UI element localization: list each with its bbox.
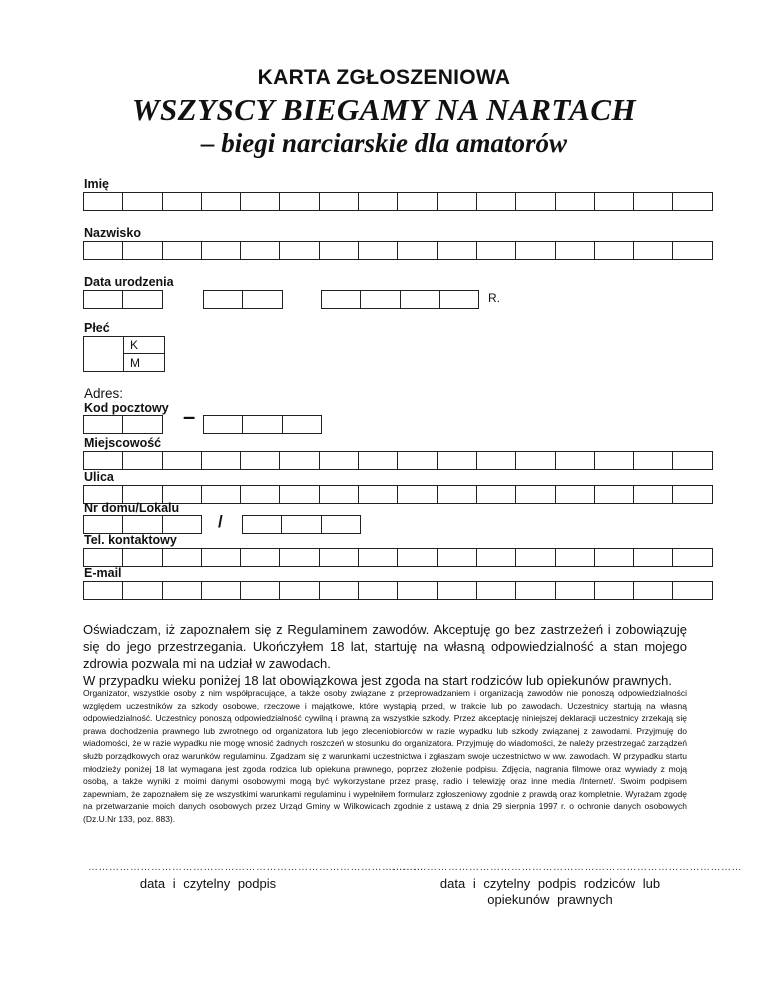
char-box[interactable] bbox=[358, 451, 398, 470]
char-box[interactable] bbox=[672, 485, 712, 504]
char-box[interactable] bbox=[83, 290, 123, 309]
char-box[interactable] bbox=[242, 290, 282, 309]
char-box[interactable] bbox=[672, 241, 712, 260]
label-data-urodzenia: Data urodzenia bbox=[84, 275, 174, 289]
char-box[interactable] bbox=[279, 241, 319, 260]
char-box[interactable] bbox=[240, 485, 280, 504]
char-box[interactable] bbox=[83, 548, 123, 567]
char-box[interactable] bbox=[83, 581, 123, 600]
label-plec: Płeć bbox=[84, 321, 110, 335]
char-box[interactable] bbox=[240, 451, 280, 470]
char-box[interactable] bbox=[358, 485, 398, 504]
char-box[interactable] bbox=[240, 241, 280, 260]
terms-text: Organizator, wszystkie osoby z nim współpracujące, a także osoby związane z przeprowadzaniem i organizacją zawodów nie ponoszą odpowiedzialności względem uczestników za szkody osobowe, rzeczowe i majątkowe, które wystąpią przed, w trakcie lub po zawodach. Uczestnicy startują na własną odpowiedzialność. Uczestnicy ponoszą odpowiedzialność cywilną i prawną za wszystkie szkody. Przez akceptację niniejszej deklaracji uczestnicy zrzekają się prawa dochodzenia prawnego lub zwrotnego od organizatora lub jego zleceniobiorców w razie wypadku lub szkody związanej z zawodami. Przyjmuję do wiadomości, że w razie wypadku nie mogę wnosić żadnych roszczeń w stosunku do organizatora. Przyjmuję do wiadomości, że należy przestrzegać zarządzeń służb porządkowych oraz warunków regulaminu. Zgadzam się z warunkami uczestnictwa i zgłaszam swoje uczestnictwo w ww. zawodach. W przypadku startu młodzieży poniżej 18 lat wymagana jest zgoda rodzica lub opiekuna prawnego, poprzez złożenie podpisu. Zdjęcia, nagrania filmowe oraz wywiady z moją osobą, a także wyniki z moimi danymi osobowymi mogą być wykorzystane przez prasę, radio i telewizję oraz inne media /Internet/. Swoim podpisem zapewniam, że zapoznałem się ze wszystkimi warunkami regulaminu i wypełniłem formularz zgłoszeniowy zgodnie z prawdą oraz kompletnie. Wyrażam zgodę na przetwarzanie moich danych osobowych przez Urząd Gminy w Wilkowicach zgodnie z ustawą z dnia 29 sierpnia 1997 r. o ochronie danych osobowych (Dz.U.Nr 133, poz. 883). bbox=[83, 688, 687, 824]
char-box[interactable] bbox=[594, 192, 634, 211]
char-box[interactable] bbox=[397, 192, 437, 211]
char-box[interactable] bbox=[439, 290, 479, 309]
declaration bbox=[83, 621, 687, 689]
char-box[interactable] bbox=[122, 290, 162, 309]
label-ulica: Ulica bbox=[84, 470, 114, 484]
char-box[interactable] bbox=[279, 548, 319, 567]
char-box[interactable] bbox=[83, 241, 123, 260]
char-box[interactable] bbox=[594, 485, 634, 504]
char-box[interactable] bbox=[633, 192, 673, 211]
char-box[interactable] bbox=[122, 415, 162, 434]
char-box[interactable] bbox=[358, 241, 398, 260]
char-box[interactable] bbox=[240, 581, 280, 600]
char-box[interactable] bbox=[515, 581, 555, 600]
char-box[interactable] bbox=[633, 241, 673, 260]
char-box[interactable] bbox=[594, 241, 634, 260]
label-imie: Imię bbox=[84, 177, 110, 191]
label-nr-domu: Nr domu/Lokalu bbox=[84, 501, 180, 515]
char-box[interactable] bbox=[515, 451, 555, 470]
birth-year-boxes[interactable] bbox=[321, 290, 479, 309]
label-kod-pocztowy: Kod pocztowy bbox=[84, 401, 169, 415]
signature-line-left[interactable]: …………………………………………………………………………………… bbox=[88, 862, 424, 873]
char-box[interactable] bbox=[633, 581, 673, 600]
char-box[interactable] bbox=[240, 548, 280, 567]
char-box[interactable] bbox=[515, 192, 555, 211]
nazwisko-boxes[interactable] bbox=[83, 241, 713, 260]
apartment-number-boxes[interactable] bbox=[242, 515, 361, 534]
sex-m-label: M bbox=[130, 356, 140, 370]
char-box[interactable] bbox=[358, 548, 398, 567]
house-number-boxes[interactable] bbox=[83, 515, 202, 534]
char-box[interactable] bbox=[555, 548, 595, 567]
char-box[interactable] bbox=[358, 192, 398, 211]
char-box[interactable] bbox=[201, 451, 241, 470]
char-box[interactable] bbox=[201, 485, 241, 504]
char-box[interactable] bbox=[279, 192, 319, 211]
form-heading: KARTA ZGŁOSZENIOWA bbox=[257, 66, 511, 89]
char-box[interactable] bbox=[122, 451, 162, 470]
char-box[interactable] bbox=[400, 290, 440, 309]
char-box[interactable] bbox=[437, 241, 477, 260]
char-box[interactable] bbox=[279, 451, 319, 470]
char-box[interactable] bbox=[279, 581, 319, 600]
char-box[interactable] bbox=[555, 192, 595, 211]
char-box[interactable] bbox=[319, 581, 359, 600]
char-box[interactable] bbox=[83, 515, 123, 534]
char-box[interactable] bbox=[162, 451, 202, 470]
char-box[interactable] bbox=[162, 192, 202, 211]
char-box[interactable] bbox=[476, 548, 516, 567]
char-box[interactable] bbox=[242, 515, 282, 534]
house-slash: / bbox=[218, 512, 223, 531]
char-box[interactable] bbox=[360, 290, 400, 309]
char-box[interactable] bbox=[476, 241, 516, 260]
char-box[interactable] bbox=[672, 451, 712, 470]
char-box[interactable] bbox=[594, 451, 634, 470]
sex-checkbox-area[interactable] bbox=[83, 336, 124, 372]
char-box[interactable] bbox=[437, 192, 477, 211]
label-adres: Adres: bbox=[84, 386, 124, 401]
char-box[interactable] bbox=[83, 451, 123, 470]
signature-line-right[interactable]: ………………………………………………………………………………………… bbox=[385, 862, 742, 873]
char-box[interactable] bbox=[633, 548, 673, 567]
char-box[interactable] bbox=[319, 548, 359, 567]
label-nazwisko: Nazwisko bbox=[84, 226, 141, 240]
char-box[interactable] bbox=[282, 415, 322, 434]
char-box[interactable] bbox=[633, 451, 673, 470]
char-box[interactable] bbox=[594, 581, 634, 600]
char-box[interactable] bbox=[672, 581, 712, 600]
char-box[interactable] bbox=[242, 415, 282, 434]
signature-label-guardian: data i czytelny podpis rodziców lub opiekunów prawnych bbox=[439, 876, 661, 907]
char-box[interactable] bbox=[397, 451, 437, 470]
char-box[interactable] bbox=[83, 415, 123, 434]
char-box[interactable] bbox=[672, 548, 712, 567]
char-box[interactable] bbox=[397, 485, 437, 504]
char-box[interactable] bbox=[476, 485, 516, 504]
char-box[interactable] bbox=[437, 581, 477, 600]
char-box[interactable] bbox=[201, 548, 241, 567]
char-box[interactable] bbox=[122, 515, 162, 534]
char-box[interactable] bbox=[319, 192, 359, 211]
char-box[interactable] bbox=[162, 241, 202, 260]
char-box[interactable] bbox=[555, 581, 595, 600]
char-box[interactable] bbox=[515, 485, 555, 504]
char-box[interactable] bbox=[319, 451, 359, 470]
char-box[interactable] bbox=[279, 485, 319, 504]
char-box[interactable] bbox=[515, 548, 555, 567]
char-box[interactable] bbox=[201, 241, 241, 260]
phone-boxes[interactable] bbox=[83, 548, 713, 567]
char-box[interactable] bbox=[555, 451, 595, 470]
char-box[interactable] bbox=[672, 192, 712, 211]
event-subtitle: – biegi narciarskie dla amatorów bbox=[200, 128, 568, 158]
char-box[interactable] bbox=[203, 415, 243, 434]
char-box[interactable] bbox=[515, 241, 555, 260]
label-tel: Tel. kontaktowy bbox=[84, 533, 177, 547]
imie-boxes[interactable] bbox=[83, 192, 713, 211]
sex-k-label: K bbox=[130, 338, 139, 352]
char-box[interactable] bbox=[162, 515, 202, 534]
char-box[interactable] bbox=[201, 192, 241, 211]
char-box[interactable] bbox=[437, 451, 477, 470]
postal-dash: – bbox=[183, 404, 196, 429]
declaration-paragraph-2: W przypadku wieku poniżej 18 lat obowiązkowa jest zgoda na start rodziców lub opiekunów prawnych. bbox=[83, 673, 672, 688]
postal-code-part1[interactable] bbox=[83, 415, 163, 434]
postal-code-part2[interactable] bbox=[203, 415, 322, 434]
miejscowosc-boxes[interactable] bbox=[83, 451, 713, 470]
char-box[interactable] bbox=[437, 548, 477, 567]
email-boxes[interactable] bbox=[83, 581, 713, 600]
char-box[interactable] bbox=[321, 290, 361, 309]
signature-label-participant: data i czytelny podpis bbox=[139, 876, 277, 891]
char-box[interactable] bbox=[203, 290, 243, 309]
char-box[interactable] bbox=[321, 515, 361, 534]
char-box[interactable] bbox=[240, 192, 280, 211]
char-box[interactable] bbox=[397, 548, 437, 567]
char-box[interactable] bbox=[594, 548, 634, 567]
char-box[interactable] bbox=[281, 515, 321, 534]
year-suffix: R. bbox=[488, 291, 500, 305]
char-box[interactable] bbox=[555, 485, 595, 504]
char-box[interactable] bbox=[358, 581, 398, 600]
char-box[interactable] bbox=[122, 241, 162, 260]
char-box[interactable] bbox=[397, 581, 437, 600]
char-box[interactable] bbox=[83, 192, 123, 211]
char-box[interactable] bbox=[437, 485, 477, 504]
char-box[interactable] bbox=[319, 241, 359, 260]
char-box[interactable] bbox=[476, 581, 516, 600]
char-box[interactable] bbox=[201, 581, 241, 600]
char-box[interactable] bbox=[476, 451, 516, 470]
char-box[interactable] bbox=[122, 581, 162, 600]
char-box[interactable] bbox=[162, 548, 202, 567]
char-box[interactable] bbox=[476, 192, 516, 211]
char-box[interactable] bbox=[162, 581, 202, 600]
declaration-paragraph-1: Oświadczam, iż zapoznałem się z Regulaminem zawodów. Akceptuję go bez zastrzeżeń i zobowiązuję się do jego przestrzegania. Ukończyłem 18 lat, startuję na własną odpowiedzialność a stan mojego zdrowia pozwala mi na udział w zawodach. bbox=[83, 622, 687, 671]
birth-month-boxes[interactable] bbox=[203, 290, 283, 309]
char-box[interactable] bbox=[319, 485, 359, 504]
char-box[interactable] bbox=[122, 192, 162, 211]
char-box[interactable] bbox=[122, 548, 162, 567]
char-box[interactable] bbox=[397, 241, 437, 260]
char-box[interactable] bbox=[555, 241, 595, 260]
label-email: E-mail bbox=[84, 566, 122, 580]
char-box[interactable] bbox=[633, 485, 673, 504]
event-title: WSZYSCY BIEGAMY NA NARTACH bbox=[131, 92, 637, 127]
birth-day-boxes[interactable] bbox=[83, 290, 163, 309]
label-miejscowosc: Miejscowość bbox=[84, 436, 162, 450]
